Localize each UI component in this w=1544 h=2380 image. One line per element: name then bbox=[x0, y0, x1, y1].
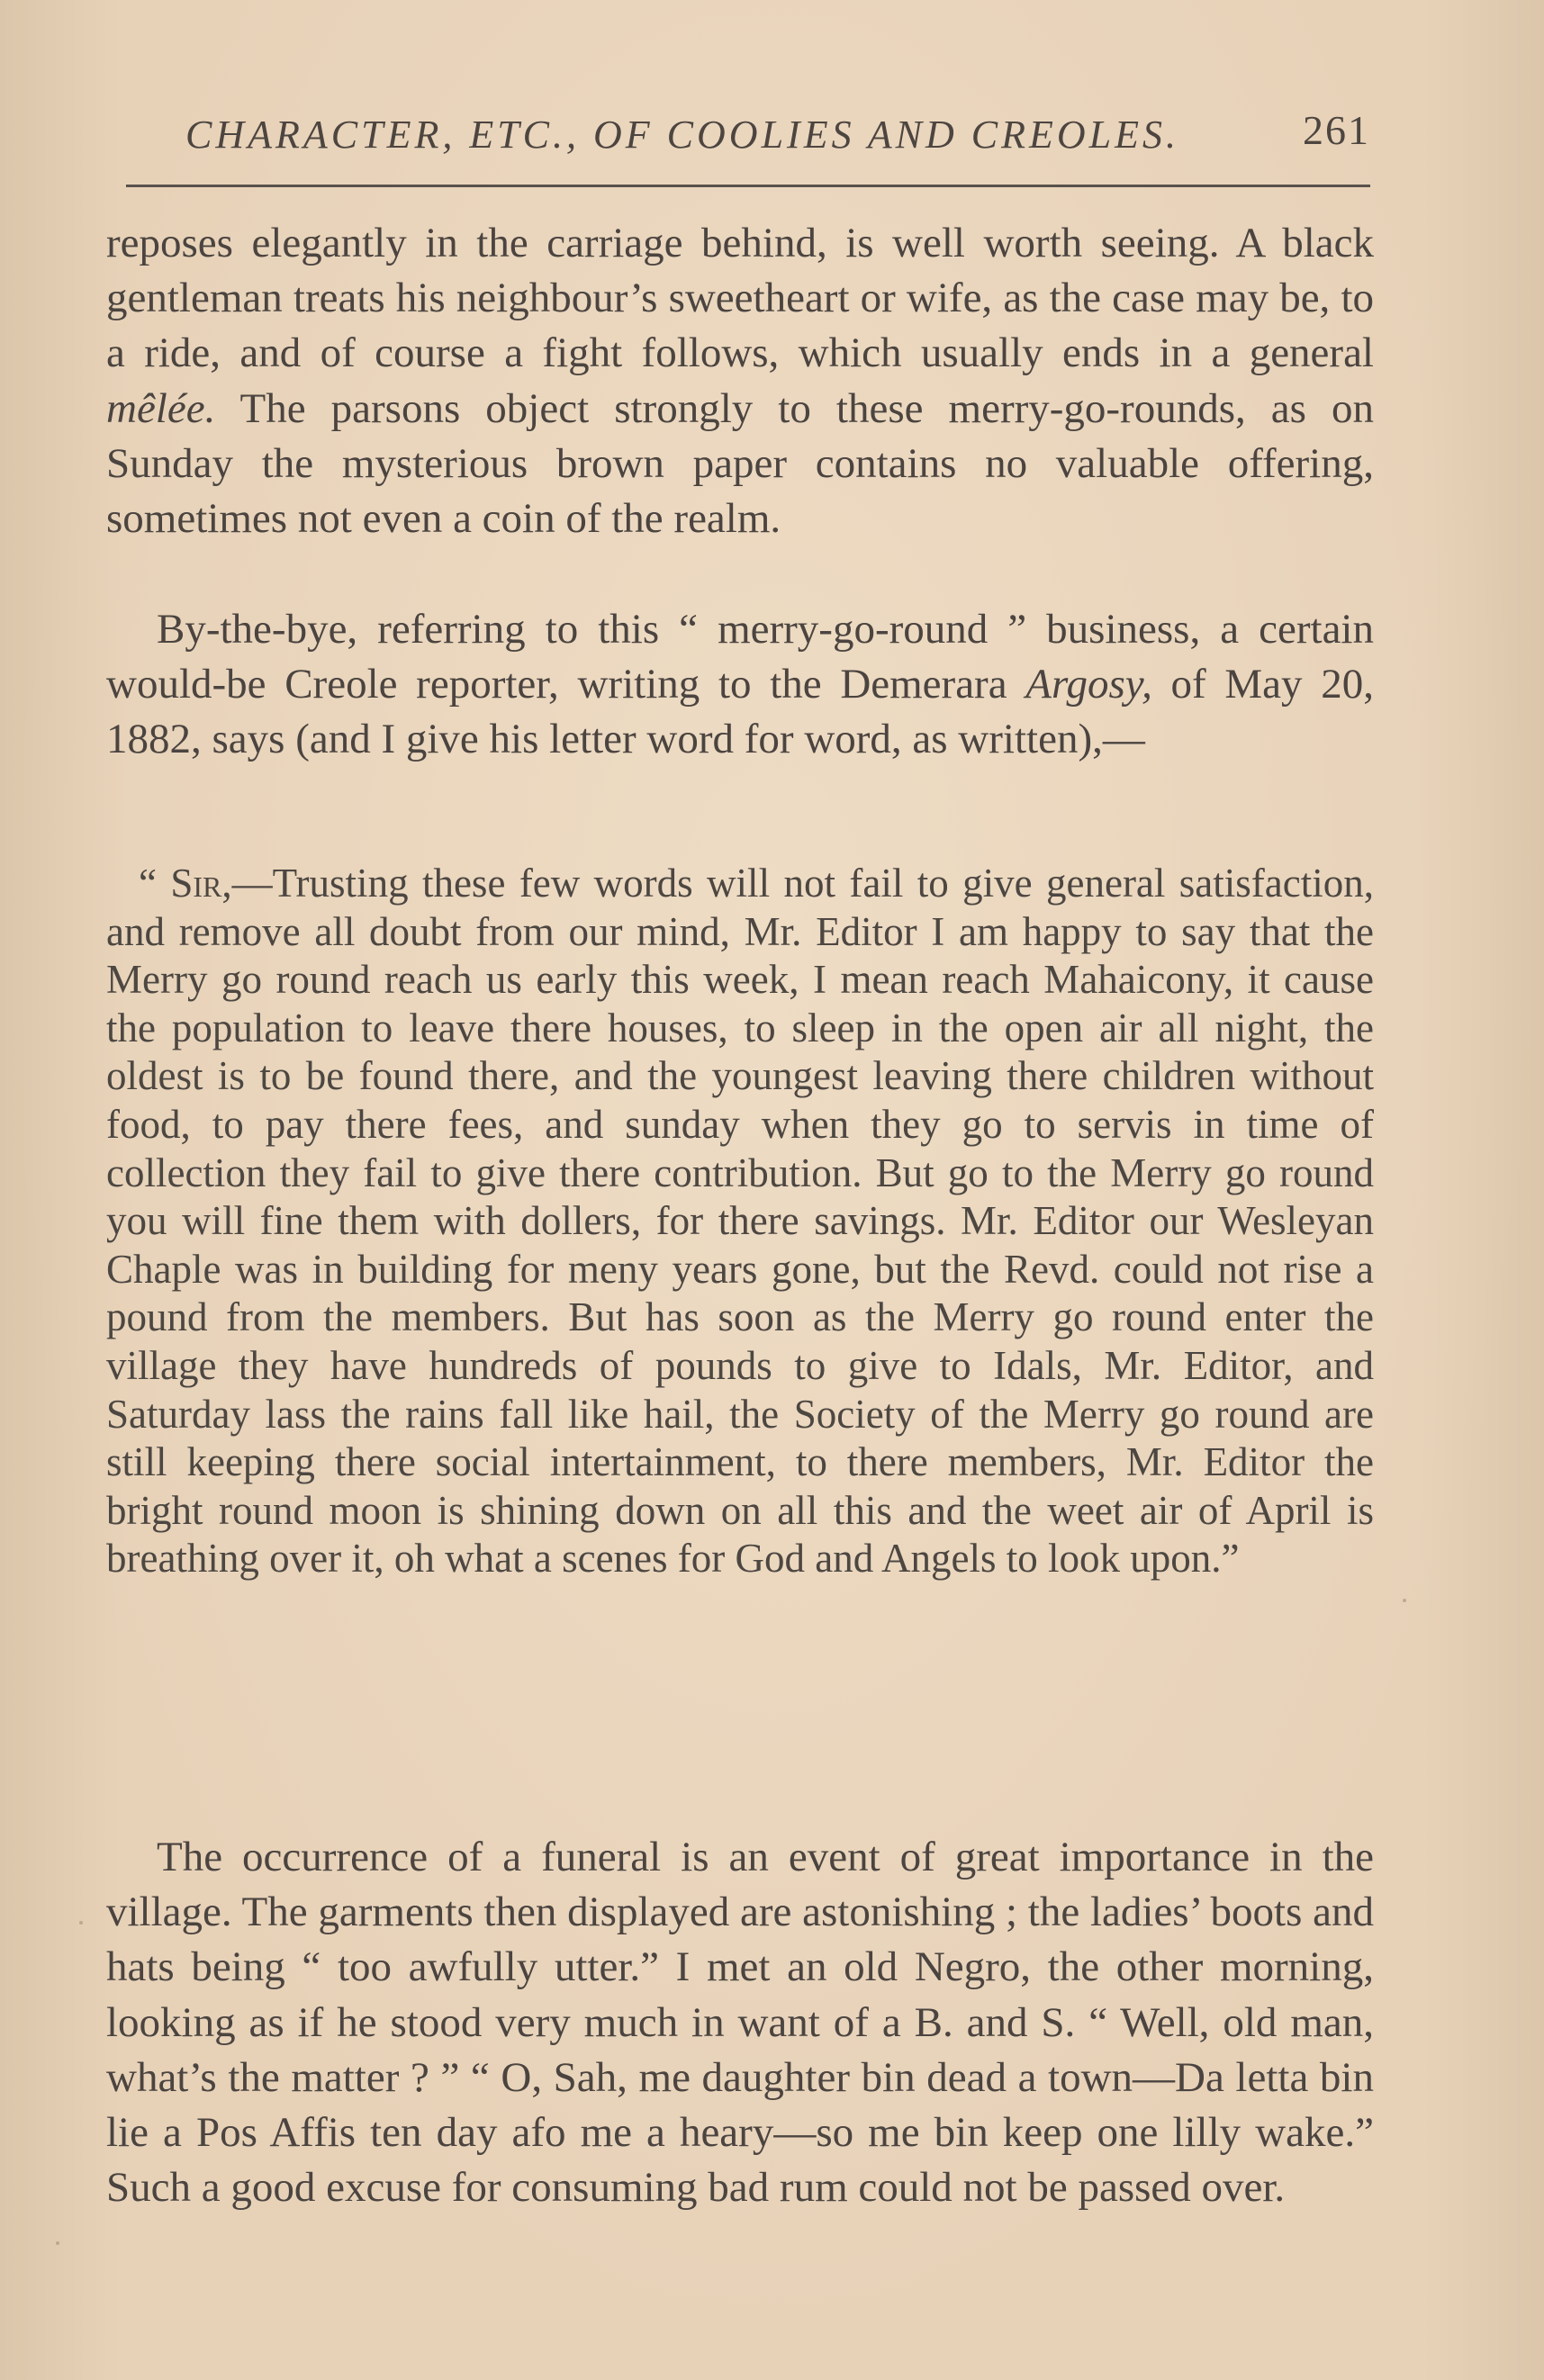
paragraph-3: The occurrence of a funeral is an event of great importance in the village. The garments then displayed are astonishing ; the ladies’ boots and hats being “ too awfully utter.” I met an old Negro, the other morning, looking as if he stood very much in want of a B. and S. “ Well, old man, what’s the matter ? ” “ O, Sah, me daughter bin dead a town—Da letta bin lie a Pos Affis ten day afo me a heary—so me bin keep one lilly wake.” Such a good excuse for consuming bad rum could not be passed over. bbox=[106, 1834, 1374, 2212]
letter-salutation: Sir bbox=[170, 861, 222, 906]
letter-open-quote: “ bbox=[139, 861, 171, 906]
paragraph-1-rest: The parsons object strongly to these merry-go-rounds, as on Sunday the mysterious brown paper contains no valuable offering, sometimes not even a coin of the realm. bbox=[106, 384, 1374, 543]
paragraph-1-italic: mêlée. bbox=[106, 384, 216, 432]
quoted-letter bbox=[106, 860, 1374, 1583]
running-head bbox=[110, 101, 1370, 164]
paper-speck bbox=[1403, 1599, 1406, 1602]
letter-body: ,—Trusting these few words will not fail to give general satisfaction, and remove all doubt from our mind, Mr. Editor I am happy to say that the Merry go round reach us early this week, I mean reach Mahaicony, it cause the population to leave there houses, to sleep in the open air all night, the oldest is to be found there, and the youngest leaving there children without food, to pay there fees, and sunday when they go to servis in time of collection they fail to give there contribution. But go to the Merry go round you will fine them with dollers, for there savings. Mr. Editor our Wesleyan Chaple was in building for meny years gone, but the Revd. could not rise a pound from the members. But has soon as the Merry go round enter the village they have hundreds of pounds to give to Idals, Mr. Editor, and Saturday lass the rains fall like hail, the Society of the Merry go round are still keeping there social intertainment, to there members, Mr. Editor the bright round moon is shining down on all this and the weet air of April is breathing over it, oh what a scenes for God and Angels to look upon.” bbox=[106, 861, 1374, 1582]
header-rule bbox=[126, 185, 1370, 187]
paper-speck bbox=[56, 2241, 59, 2245]
paragraph-2-italic: Argosy, bbox=[1025, 661, 1152, 708]
paragraph-1-text: reposes elegantly in the carriage behind, is well worth seeing. A black gentleman treats his neighbour’s sweetheart or wife, as the case may be, to a ride, and of course a fight follows, which usually ends in a general bbox=[106, 220, 1374, 377]
page-number: 261 bbox=[1303, 107, 1370, 153]
paragraph-2-rest: of May 20, 1882, says (and I give his letter word for word, as written),— bbox=[106, 661, 1374, 763]
paragraph-1 bbox=[106, 216, 1374, 546]
chapter-title: CHARACTER, ETC., OF COOLIES AND CREOLES. bbox=[185, 113, 1180, 157]
paragraph-2 bbox=[106, 602, 1374, 768]
paragraph-2-text: By-the-bye, referring to this “ merry-go-round ” business, a certain would-be Creole reporter, writing to the Demerara bbox=[106, 606, 1374, 708]
paper-speck bbox=[79, 1921, 83, 1925]
